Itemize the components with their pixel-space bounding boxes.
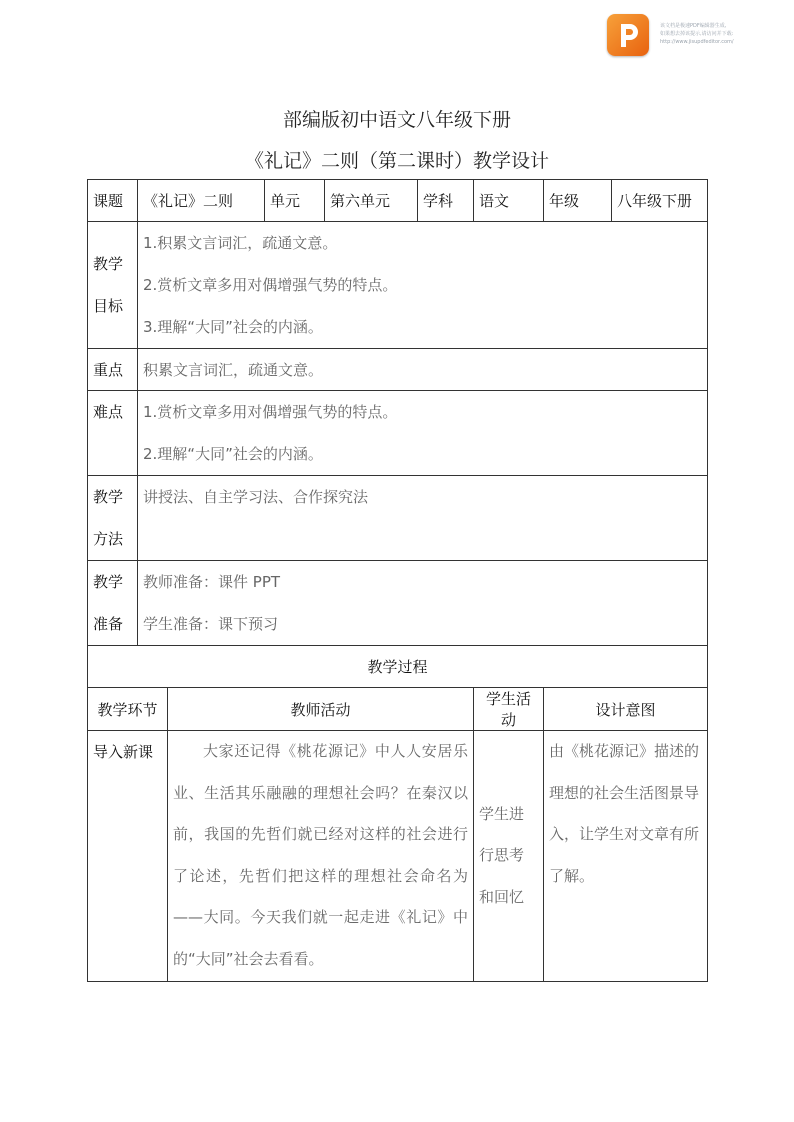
watermark-line: http://www.jisupdfeditor.com/: [660, 39, 734, 45]
objectives-row: [88, 222, 708, 349]
method-label-line: 方法: [93, 530, 124, 548]
header-stage: 教学环节: [88, 688, 168, 731]
document-subtitle: 《礼记》二则（第二课时）教学设计: [244, 150, 549, 172]
difficulty-label: 难点: [88, 391, 138, 476]
objective-item: 3.理解“大同”社会的内涵。: [143, 318, 323, 336]
topic-value: 《礼记》二则: [138, 180, 265, 222]
method-label: [88, 476, 138, 561]
objective-item: 1.积累文言词汇，疏通文意。: [143, 234, 338, 252]
teacher-activity: 大家还记得《桃花源记》中人人安居乐业、生活其乐融融的理想社会吗？在秦汉以前，我国的先哲们就已经对这样的社会进行了论述，先哲们把这样的理想社会命名为——大同。今天我们就一起走进《礼记》中的“大同”社会去看看。: [168, 731, 474, 982]
header-intent: 设计意图: [544, 688, 708, 731]
objectives-label-line: 教学: [93, 255, 124, 273]
objectives-label-line: 目标: [93, 297, 124, 315]
key-point-label: 重点: [88, 349, 138, 391]
process-title-row: [88, 646, 708, 688]
pdf-editor-logo: [607, 14, 649, 56]
process-header-row: [88, 688, 708, 731]
stage-cell: 导入新课: [88, 731, 168, 982]
method-row: [88, 476, 708, 561]
process-title: 教学过程: [88, 646, 708, 688]
watermark-text: [660, 22, 790, 46]
watermark-line: 如果想去掉该提示,请访问并下载:: [660, 31, 734, 37]
student-preparation: 学生准备：课下预习: [143, 615, 279, 633]
lesson-plan-table: [87, 179, 708, 982]
objectives-label: [88, 222, 138, 349]
header-student: 学生活动: [474, 688, 544, 731]
subject-label: 学科: [418, 180, 474, 222]
method-label-line: 教学: [93, 488, 124, 506]
subject-value: 语文: [474, 180, 544, 222]
header-teacher: 教师活动: [168, 688, 474, 731]
key-point-row: [88, 349, 708, 391]
preparation-row: [88, 561, 708, 646]
difficulty-content: [138, 391, 708, 476]
teacher-preparation: 教师准备：课件 PPT: [143, 573, 281, 591]
key-point-text: 积累文言词汇，疏通文意。: [138, 349, 708, 391]
difficulty-item: 2.理解“大同”社会的内涵。: [143, 445, 323, 463]
preparation-content: [138, 561, 708, 646]
design-intent: 由《桃花源记》描述的理想的社会生活图景导入，让学生对文章有所了解。: [544, 731, 708, 982]
watermark-line: 该文档是极速PDF编辑器生成,: [660, 23, 727, 29]
unit-value: 第六单元: [325, 180, 418, 222]
info-row: [88, 180, 708, 222]
unit-label: 单元: [265, 180, 325, 222]
objective-item: 2.赏析文章多用对偶增强气势的特点。: [143, 276, 398, 294]
grade-label: 年级: [544, 180, 612, 222]
student-activity: 学生进行思考和回忆: [474, 731, 544, 982]
method-text: 讲授法、自主学习法、合作探究法: [138, 476, 708, 561]
process-row: [88, 731, 708, 982]
logo-p-icon: [607, 14, 649, 56]
difficulty-item: 1.赏析文章多用对偶增强气势的特点。: [143, 403, 398, 421]
document-title: 部编版初中语文八年级下册: [282, 109, 511, 131]
topic-label: 课题: [88, 180, 138, 222]
grade-value: 八年级下册: [612, 180, 708, 222]
difficulty-row: [88, 391, 708, 476]
preparation-label: [88, 561, 138, 646]
preparation-label-line: 准备: [93, 615, 124, 633]
objectives-content: [138, 222, 708, 349]
preparation-label-line: 教学: [93, 573, 124, 591]
